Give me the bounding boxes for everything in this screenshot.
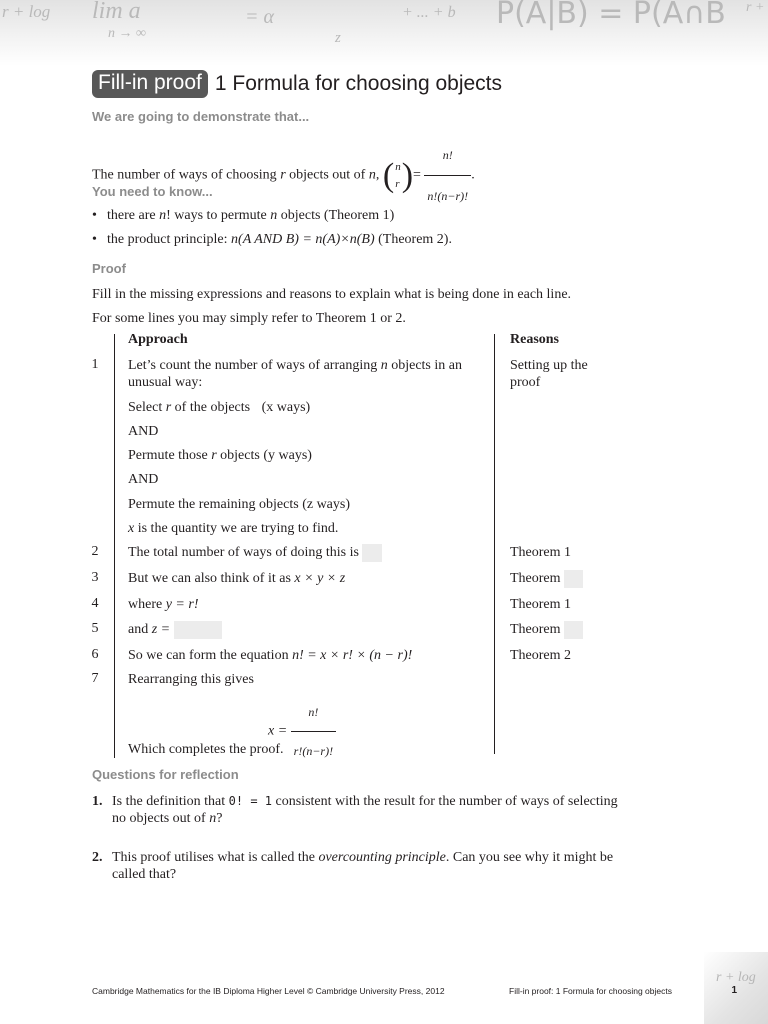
step-text-part: and	[128, 622, 149, 638]
product-principle-formula: n(A AND B) = n(A)×n(B)	[231, 232, 375, 247]
page-title	[92, 70, 502, 98]
step-text: unusual way:	[128, 375, 203, 390]
fill-in-blank[interactable]	[362, 544, 382, 562]
emphasis-text: overcounting principle	[318, 850, 446, 865]
header-band	[0, 0, 768, 66]
header-scribble: + ... + b	[402, 4, 456, 21]
expression: n! = x × r! × (n − r)!	[292, 648, 413, 663]
step-text	[128, 570, 345, 587]
binomial-coefficient: ( n r )	[382, 156, 414, 194]
var-n: n	[380, 358, 388, 373]
step-text	[128, 621, 222, 639]
footer-title: Fill-in proof: 1 Formula for choosing objects	[509, 986, 672, 996]
step-text: AND	[128, 472, 159, 487]
step-text	[128, 399, 310, 416]
step-reason	[510, 621, 583, 639]
step-text-part: Permute those	[128, 448, 208, 463]
item-text: (Theorem 2).	[378, 232, 452, 247]
step-text-part: But we can also think of it as	[128, 571, 291, 586]
expression: y = r!	[165, 597, 199, 612]
question-number: 1.	[92, 794, 103, 809]
fill-in-blank[interactable]	[174, 621, 222, 639]
period: .	[471, 167, 475, 183]
step-reason: Theorem 1	[510, 597, 572, 612]
section-heading-reflection: Questions for reflection	[92, 767, 239, 782]
var-r: r	[165, 400, 172, 415]
step-text-part: Select	[128, 400, 163, 415]
step-text-part: objects in an	[391, 358, 462, 373]
step-text-part: The total number of ways of doing this is	[128, 545, 359, 561]
title-text: 1 Formula for choosing objects	[214, 72, 503, 95]
corner-scribble: r + log	[716, 970, 756, 985]
question-text: no objects out of	[112, 811, 206, 826]
step-number: 2	[91, 544, 99, 559]
proof-conclusion: Which completes the proof.	[128, 742, 284, 757]
list-item: • there are n! ways to permute n objects (Theorem 1)	[92, 208, 395, 223]
var-n: n	[368, 167, 376, 183]
step-reason: proof	[510, 375, 541, 390]
item-text: objects (Theorem 1)	[280, 208, 395, 223]
step-text-part: objects	[220, 448, 260, 463]
var-r: r	[280, 167, 286, 183]
fill-in-blank[interactable]	[564, 621, 583, 639]
step-reason: Setting up the	[510, 358, 588, 373]
expression: z =	[151, 622, 171, 638]
proof-intro-1: Fill in the missing expressions and reasons to explain what is being done in each line.	[92, 287, 572, 302]
equals-sign: =	[413, 167, 421, 183]
step-number: 3	[91, 570, 99, 585]
item-text: the product principle:	[107, 232, 228, 247]
var-n: n	[159, 208, 167, 223]
step-number: 6	[91, 647, 99, 662]
header-scribble: lim a	[92, 0, 141, 24]
expression: 0! = 1	[228, 794, 273, 808]
footer-copyright: Cambridge Mathematics for the IB Diploma Higher Level © Cambridge University Press, 2012	[92, 986, 445, 996]
step-text-part: is the quantity we are trying to find.	[137, 521, 339, 536]
formula-lhs: x =	[268, 723, 288, 739]
column-header-reasons: Reasons	[510, 332, 560, 347]
binom-top: n	[395, 160, 401, 173]
step-text-part: where	[128, 597, 163, 612]
step-text-part: Permute the remaining objects	[128, 497, 299, 512]
question-text: consistent with the result for the number of ways of selecting	[275, 794, 618, 809]
demo-text-mid: objects out of	[289, 167, 366, 183]
var-x: x	[128, 521, 135, 536]
step-text-part: So we can form the equation	[128, 648, 289, 663]
header-scribble: n → ∞	[108, 26, 146, 41]
header-scribble: z	[335, 30, 341, 46]
list-item: • the product principle: n(A AND B) = n(A)×n(B) (Theorem 2).	[92, 232, 452, 247]
header-scribble: P(A|B) = P(A∩B	[496, 0, 726, 31]
step-number: 4	[91, 596, 99, 611]
step-text	[128, 357, 462, 374]
fraction-numerator: n!	[442, 148, 453, 162]
fraction-denominator: n!(n−r)!	[424, 175, 471, 215]
step-text: AND	[128, 424, 159, 439]
ways-label: (z ways)	[302, 497, 350, 512]
step-text-part: of the objects	[174, 400, 251, 415]
question-text: . Can you see why it might be	[445, 850, 614, 865]
step-text	[128, 496, 350, 513]
table-divider-right	[494, 334, 495, 754]
page-number: 1	[731, 985, 737, 996]
fill-in-blank[interactable]	[564, 570, 583, 588]
question-number: 2.	[92, 850, 103, 865]
question-item	[92, 793, 618, 827]
step-text	[128, 520, 338, 537]
item-text: ! ways to permute	[166, 208, 267, 223]
question-text: called that?	[112, 867, 177, 882]
fraction-numerator: n!	[308, 705, 319, 719]
var-n: n	[209, 811, 217, 826]
step-text	[128, 596, 198, 613]
header-scribble: r + log	[2, 2, 51, 21]
step-text	[128, 447, 312, 464]
step-text	[128, 544, 382, 562]
step-number: 7	[91, 671, 99, 686]
reason-text: Theorem	[510, 622, 561, 638]
expression: x × y × z	[294, 571, 346, 586]
question-text: ?	[216, 811, 223, 826]
section-heading-demo: We are going to demonstrate that...	[92, 109, 310, 124]
section-heading-proof: Proof	[92, 261, 126, 276]
binom-bottom: r	[395, 177, 400, 190]
question-text: Is the definition that	[112, 794, 226, 809]
comma: ,	[375, 167, 380, 183]
column-header-approach: Approach	[128, 332, 188, 347]
question-item	[92, 849, 613, 883]
header-scribble: r +	[746, 0, 765, 15]
proof-intro-2: For some lines you may simply refer to Theorem 1 or 2.	[92, 311, 406, 326]
reason-text: Theorem	[510, 571, 561, 587]
var-r: r	[211, 448, 217, 463]
table-divider-left	[114, 334, 115, 758]
step-text-part: Let’s count the number of ways of arranging	[128, 358, 378, 373]
fraction	[424, 136, 471, 215]
fraction-denominator: r!(n−r)!	[291, 731, 336, 769]
step-reason	[510, 570, 583, 588]
step-reason: Theorem 2	[510, 648, 572, 663]
fraction	[291, 694, 336, 769]
demo-text: The number of ways of choosing	[92, 167, 277, 183]
step-text	[128, 647, 412, 664]
step-text: Rearranging this gives	[128, 672, 254, 687]
title-badge: Fill-in proof	[92, 70, 208, 98]
ways-label: (x ways)	[261, 400, 311, 415]
item-text: there are	[107, 208, 156, 223]
var-n: n	[270, 208, 278, 223]
step-reason: Theorem 1	[510, 545, 572, 560]
step-number: 1	[91, 357, 99, 372]
step-number: 5	[91, 621, 99, 636]
demo-statement	[92, 136, 475, 215]
ways-label: (y ways)	[263, 448, 312, 463]
question-text: This proof utilises what is called the	[112, 850, 315, 865]
header-scribble: = α	[245, 6, 274, 28]
section-heading-know: You need to know...	[92, 184, 213, 199]
